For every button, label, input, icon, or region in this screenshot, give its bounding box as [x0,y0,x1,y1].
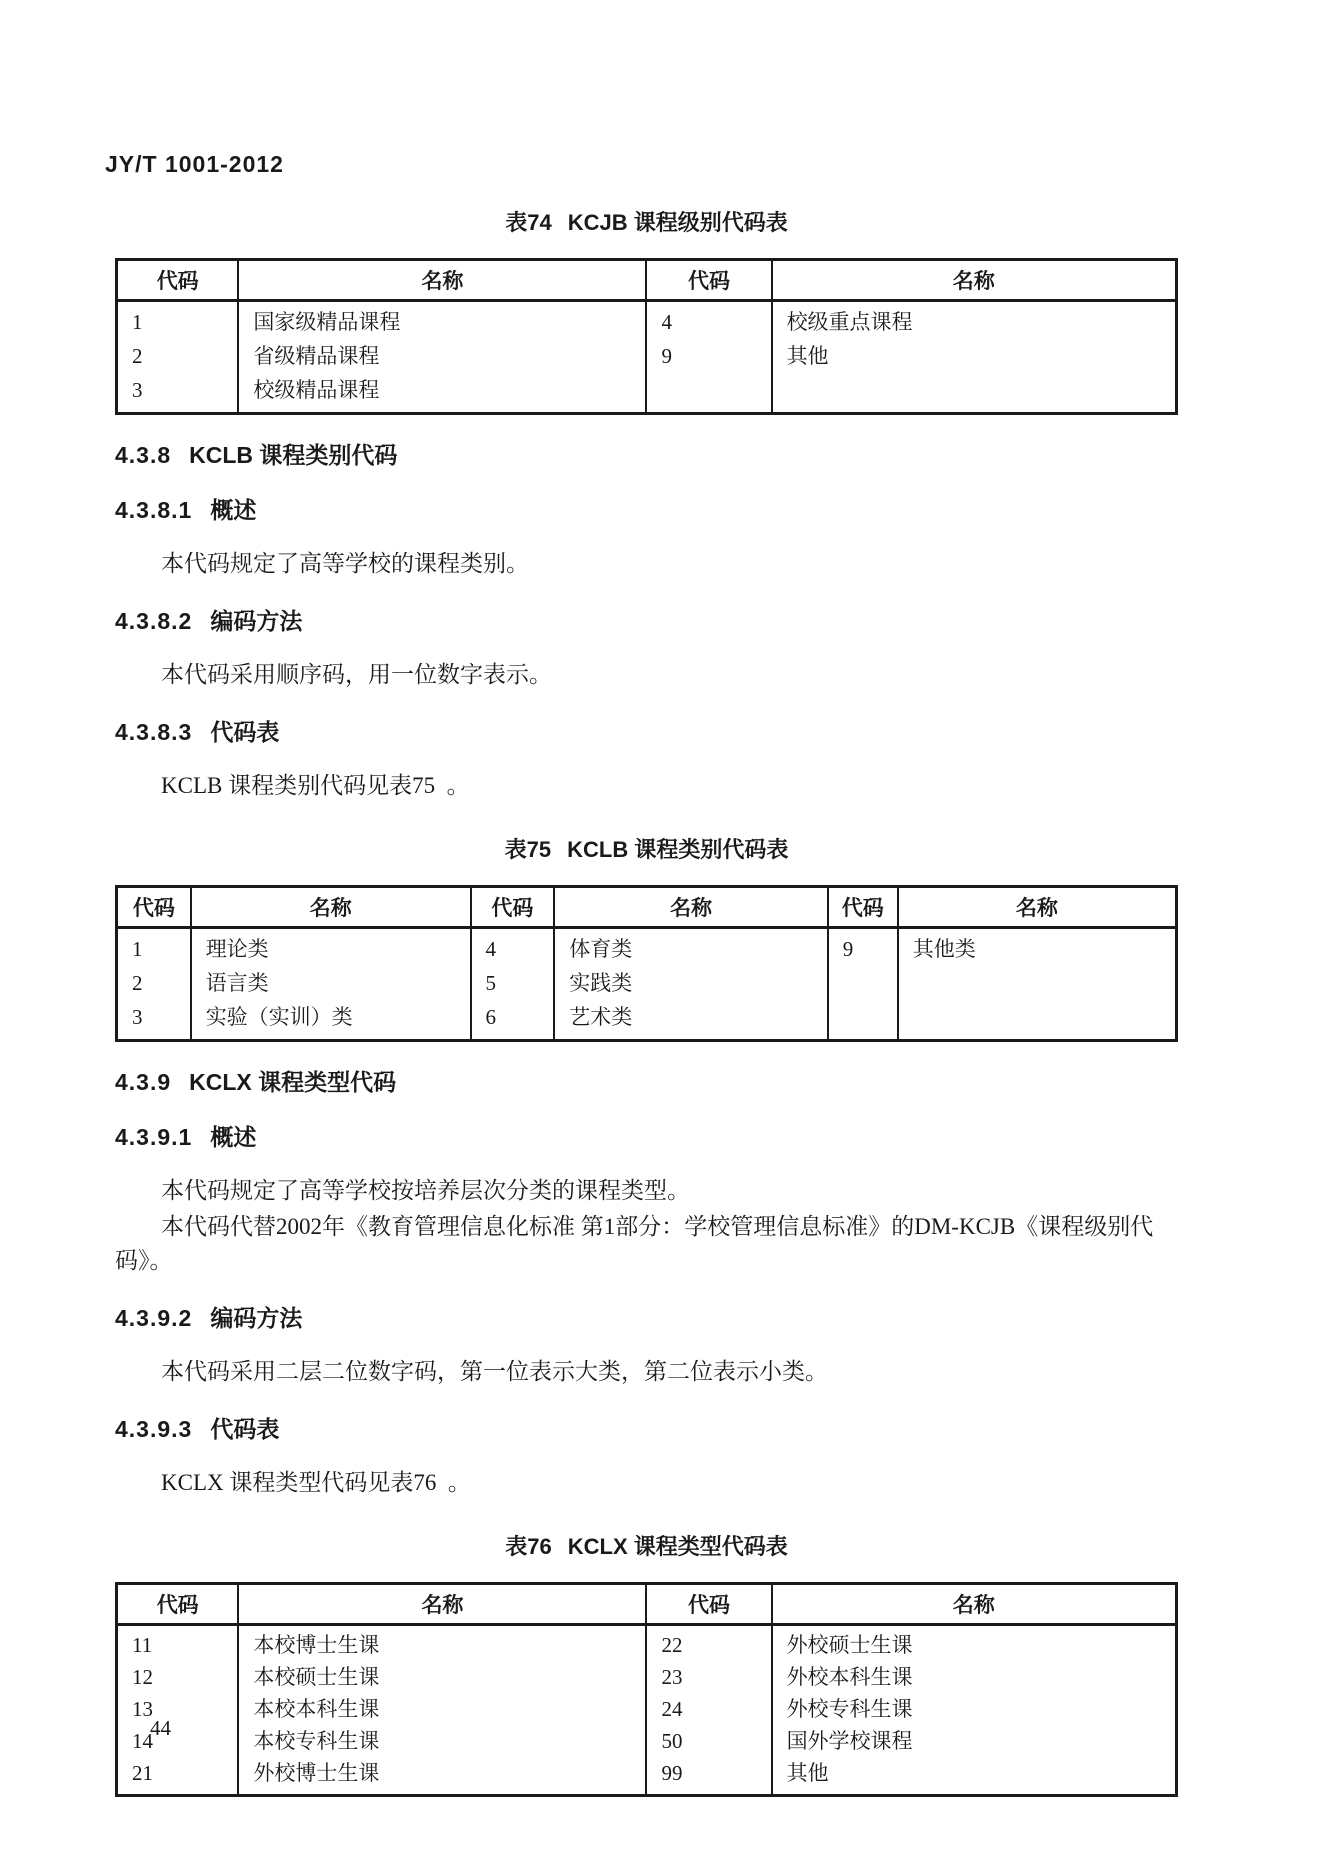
heading-number: 4.3.9 [115,1069,172,1095]
heading-4-3-9 [115,1067,1178,1097]
table-cell: 省级精品课程 [253,344,380,368]
table-cell: 其他 [786,1761,829,1785]
table75-header-code-2: 代码 [471,887,555,928]
table-cell: 3 [132,378,143,402]
table74-title [115,208,1178,238]
table-cell: 9 [661,344,672,368]
heading-4-3-9-3 [115,1414,1178,1444]
table75-body-row [117,928,1177,1041]
table-cell: 2 [132,344,143,368]
heading-4-3-8 [115,440,1178,470]
table-cell: 国外学校课程 [786,1729,913,1753]
table75-title [115,835,1178,865]
heading-4-3-9-1 [115,1122,1178,1152]
table75-code-column-2 [471,928,555,1041]
heading-number: 4.3.9.2 [115,1305,193,1331]
heading-title: 编码方法 [210,608,303,634]
table76-code-column-2 [646,1625,771,1796]
heading-number: 4.3.9.1 [115,1124,193,1150]
table-cell: 50 [661,1729,683,1753]
table74-header-name-1: 名称 [238,260,646,301]
table76 [115,1582,1178,1797]
table-cell: 外校专科生课 [786,1697,913,1721]
table-cell: 99 [661,1761,683,1785]
table74-code-column-1 [117,301,239,414]
table76-header-code-2: 代码 [646,1584,771,1625]
table-cell: 国家级精品课程 [253,310,401,334]
heading-title: KCLX 课程类型代码 [189,1069,397,1095]
table75-header-name-3: 名称 [898,887,1177,928]
heading-number: 4.3.8 [115,442,172,468]
table75-header-name-2: 名称 [554,887,827,928]
table74-body-row [117,301,1177,414]
table-cell: 外校本科生课 [786,1665,913,1689]
table74-label: 表74 [505,210,552,235]
table-cell: 艺术类 [569,1005,633,1029]
table-cell: 4 [661,310,672,334]
para-4-3-9-2: 本代码采用二层二位数字码，第一位表示大类，第二位表示小类。 [161,1359,828,1384]
para-4-3-9-1-b: 本代码代替2002年《教育管理信息化标准 第1部分：学校管理信息标准》的DM-KCJB《课程级别代码》。 [115,1214,1154,1273]
table-cell: 2 [132,971,143,995]
table74-name-column-2 [772,301,1177,414]
page-number: 44 [150,1716,171,1740]
table-cell [647,373,770,407]
table76-header-name-1: 名称 [238,1584,646,1625]
table76-body-row [117,1625,1177,1796]
table76-name-column-2 [772,1625,1177,1796]
table76-header-name-2: 名称 [772,1584,1177,1625]
table74-name-column-1 [238,301,646,414]
table75-header-code-1: 代码 [117,887,191,928]
table75-name-column-3 [898,928,1177,1041]
table-cell: 实践类 [569,971,633,995]
table-cell [899,1000,1175,1034]
table76-title [115,1532,1178,1562]
table74-code-column-2 [646,301,771,414]
table76-name-column-1 [238,1625,646,1796]
heading-4-3-9-2 [115,1303,1178,1333]
table-cell: 22 [661,1633,683,1657]
table-cell [899,966,1175,1000]
table-cell: 其他 [786,344,829,368]
table74-header-name-2: 名称 [772,260,1177,301]
table74-name: KCJB 课程级别代码表 [567,210,788,235]
para-4-3-8-2: 本代码采用顺序码，用一位数字表示。 [161,662,552,687]
table75-header-name-1: 名称 [191,887,471,928]
table-cell: 11 [132,1633,153,1657]
table-cell: 24 [661,1697,683,1721]
table74 [115,258,1178,415]
table-cell [829,966,897,1000]
table76-name: KCLX 课程类型代码表 [567,1534,788,1559]
heading-4-3-8-2 [115,606,1178,636]
table75-header-row [117,887,1177,928]
table-cell: 语言类 [205,971,269,995]
table-cell: 本校专科生课 [253,1729,380,1753]
table-cell: 1 [132,310,143,334]
heading-4-3-8-1 [115,495,1178,525]
table74-header-code-2: 代码 [646,260,771,301]
table-cell: 23 [661,1665,683,1689]
table-cell [829,1000,897,1034]
heading-number: 4.3.9.3 [115,1416,193,1442]
table76-header-code-1: 代码 [117,1584,239,1625]
table-cell: 理论类 [205,937,269,961]
table74-header-code-1: 代码 [117,260,239,301]
para-4-3-9-3: KCLX 课程类型代码见表76 。 [161,1470,471,1495]
table-cell: 外校硕士生课 [786,1633,913,1657]
table75-code-column-3 [828,928,898,1041]
heading-number: 4.3.8.2 [115,608,193,634]
table75-name: KCLB 课程类别代码表 [567,837,789,862]
table75 [115,885,1178,1042]
table-cell: 实验（实训）类 [205,1005,353,1029]
table-cell: 1 [132,937,143,961]
heading-number: 4.3.8.1 [115,497,193,523]
table75-name-column-2 [554,928,827,1041]
para-4-3-9-1-a: 本代码规定了高等学校按培养层次分类的课程类型。 [161,1178,690,1203]
table-cell: 5 [485,971,497,995]
table-cell: 本校博士生课 [253,1633,380,1657]
table-cell: 12 [132,1665,153,1689]
table-cell: 体育类 [569,937,633,961]
heading-title: KCLB 课程类别代码 [189,442,398,468]
heading-title: 概述 [210,497,257,523]
para-4-3-8-3: KCLB 课程类别代码见表75 。 [161,773,470,798]
table74-header-row [117,260,1177,301]
table-cell: 21 [132,1761,153,1785]
heading-4-3-8-3 [115,717,1178,747]
para-4-3-8-1: 本代码规定了高等学校的课程类别。 [161,551,529,576]
table-cell: 校级精品课程 [253,378,380,402]
heading-title: 代码表 [210,1416,280,1442]
heading-title: 概述 [210,1124,257,1150]
table75-name-column-1 [191,928,471,1041]
table75-label: 表75 [504,837,552,862]
table-cell: 校级重点课程 [786,310,913,334]
table-cell: 本校本科生课 [253,1697,380,1721]
table75-code-column-1 [117,928,191,1041]
table-cell: 6 [485,1005,497,1029]
heading-title: 编码方法 [210,1305,303,1331]
table-cell: 3 [132,1005,143,1029]
table-cell: 9 [842,937,854,961]
heading-title: 代码表 [210,719,280,745]
table76-label: 表76 [505,1534,552,1559]
table-cell: 其他类 [912,937,976,961]
table76-header-row [117,1584,1177,1625]
table-cell: 14 [132,1729,153,1753]
table-cell [773,373,1175,407]
table75-header-code-3: 代码 [828,887,898,928]
table76-code-column-1 [117,1625,239,1796]
heading-number: 4.3.8.3 [115,719,193,745]
table-cell: 本校硕士生课 [253,1665,380,1689]
doc-code: JY/T 1001-2012 [105,151,284,177]
table-cell: 外校博士生课 [253,1761,380,1785]
table-cell: 4 [485,937,497,961]
table-cell: 13 [132,1697,153,1721]
